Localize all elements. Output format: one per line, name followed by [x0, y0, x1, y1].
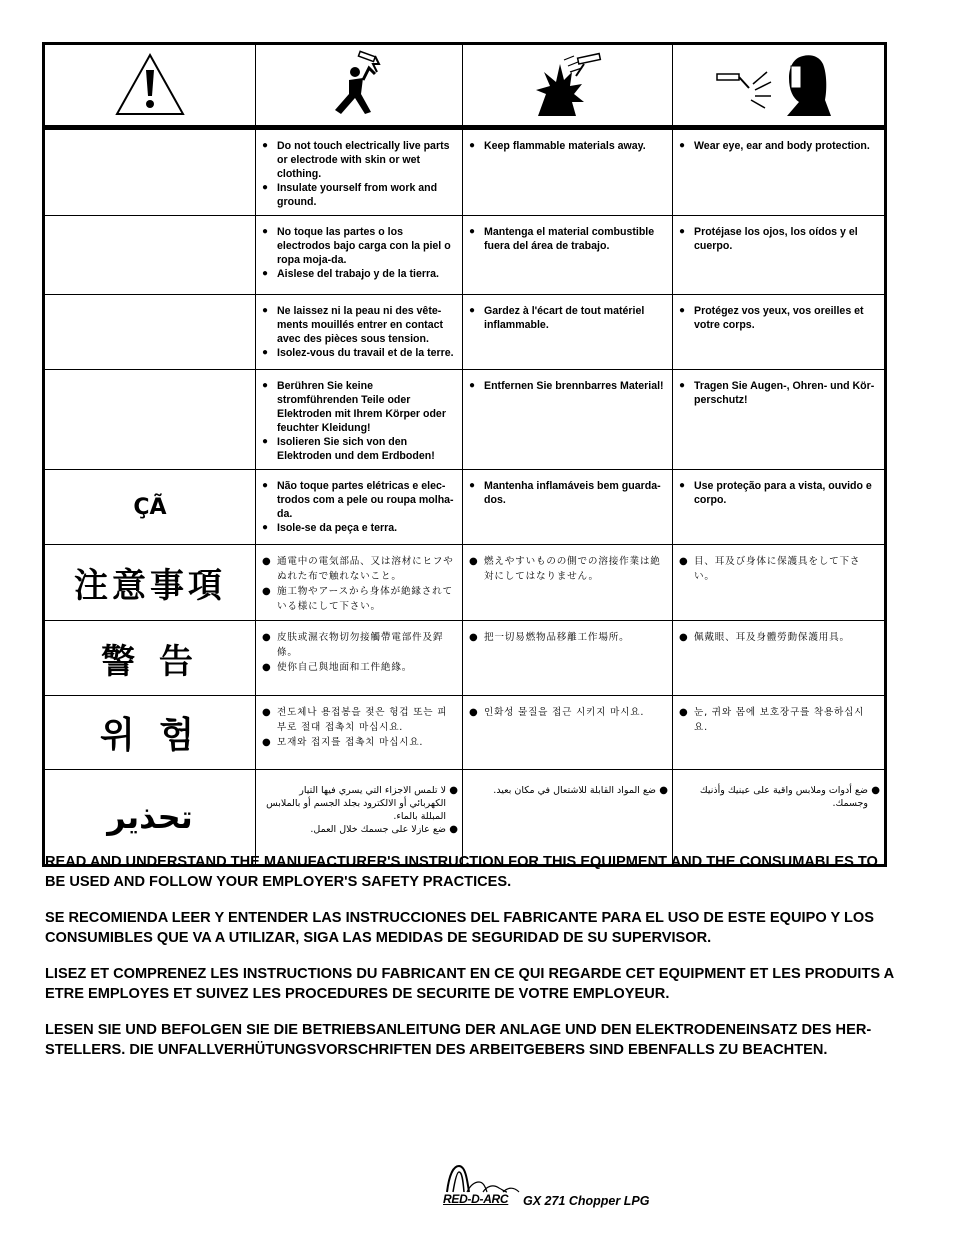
list-item: ● Berühren Sie keine stromführenden Teile oder Elektroden mit Ihrem Körper oder feuchter Kleidung! [262, 379, 454, 435]
warning-triangle-icon [114, 52, 186, 118]
rays-fr [673, 295, 886, 370]
list-item: ● Gardez à l'écart de tout matériel inflammable. [469, 304, 664, 332]
list-item: ● Protégez vos yeux, vos oreilles et votre corps. [679, 304, 876, 332]
shock-ja [256, 545, 463, 621]
list-item: ● ضع المواد القابلة للاشتعال في مكان بعيد. [471, 784, 668, 797]
list-item: ● ضع أدوات وملابس واقية على عينيك وأذنيك وجسمك. [681, 784, 880, 810]
lang-pt: ÇÃ [44, 470, 256, 545]
list-item: ● Protéjase los ojos, los oídos y el cuerpo. [679, 225, 876, 253]
safety-warning-table [42, 42, 887, 867]
list-item: ● لا تلمس الاجزاء التي يسري فيها التيار الكهربائي أو الالكترود بجلد الجسم أو بالملابس المبللة بالماء. [264, 784, 458, 823]
list-item: ● 모재와 접지를 접촉치 마십시요. [262, 735, 454, 750]
lang-fr [44, 295, 256, 370]
shock-cell [256, 44, 463, 128]
list-item: ● ضع عازلا على جسمك خلال العمل. [264, 823, 458, 836]
row-zh [44, 621, 886, 696]
list-item: ● 燃えやすいものの側での溶接作業は絶対にしてはなりません。 [469, 554, 664, 584]
note-en: READ AND UNDERSTAND THE MANUFACTURER'S INSTRUCTION FOR THIS EQUIPMENT AND THE CONSUMABLES TO BE USED AND FOLLOW YOUR EMPLOYER'S SAFETY PRACTICES. [45, 854, 878, 890]
shock-zh [256, 621, 463, 696]
list-item: ● No toque las partes o los electrodos bajo carga con la piel o ropa moja-da. [262, 225, 454, 267]
list-item: ● Keep flammable materials away. [469, 139, 664, 153]
safety-notes [45, 852, 895, 1076]
list-item: ● 把一切易燃物品移離工作場所。 [469, 630, 664, 645]
list-item: ● Mantenha inflamáveis bem guarda-dos. [469, 479, 664, 507]
lang-ar: تحذير [44, 770, 256, 866]
list-item: ● Wear eye, ear and body protection. [679, 139, 876, 153]
rays-zh [673, 621, 886, 696]
list-item: ● Isole-se da peça e terra. [262, 521, 454, 535]
row-de [44, 370, 886, 470]
rays-de [673, 370, 886, 470]
page-footer [443, 1162, 683, 1212]
lang-en [44, 128, 256, 216]
list-item: ● 施工物やアースから身体が絶縁されている様にして下さい。 [262, 584, 454, 614]
list-item: ● 皮肤或濕衣物切勿接觸帶電部件及銲條。 [262, 630, 454, 660]
list-item: ● Tragen Sie Augen-, Ohren- und Kör-perschutz! [679, 379, 876, 407]
shock-de [256, 370, 463, 470]
note-es: SE RECOMIENDA LEER Y ENTENDER LAS INSTRUCCIONES DEL FABRICANTE PARA EL USO DE ESTE EQUIPO Y LOS CONSUMIBLES QUE VA A UTILIZAR, SIGA LAS MEDIDAS DE SEGURIDAD DE SU SUPERVISOR. [45, 910, 874, 946]
shock-pt [256, 470, 463, 545]
fire-en [463, 128, 673, 216]
note-de: LESEN SIE UND BEFOLGEN SIE DIE BETRIEBSANLEITUNG DER ANLAGE UND DEN ELEKTRODENEINSATZ DES HER-STELLERS. DIE UNFALLVERHÜTUNGSVORSCHRIFTEN DES ARBEITGEBERS SIND EBENFALLS ZU BEACHTEN. [45, 1022, 872, 1058]
list-item: ● Isolez-vous du travail et de la terre. [262, 346, 454, 360]
row-es [44, 216, 886, 295]
list-item: ● Do not touch electrically live parts or electrode with skin or wet clothing. [262, 139, 454, 181]
rays-ja [673, 545, 886, 621]
rays-ko [673, 696, 886, 770]
row-ja [44, 545, 886, 621]
rays-es [673, 216, 886, 295]
lang-de [44, 370, 256, 470]
list-item: ● 인화성 물질을 접근 시키지 마시요. [469, 705, 664, 720]
icon-row [44, 44, 886, 128]
fire-explosion-icon [528, 50, 608, 120]
rays-cell [673, 44, 886, 128]
electric-shock-icon [319, 50, 399, 120]
row-en [44, 128, 886, 216]
list-item: ● Entfernen Sie brennbarres Material! [469, 379, 664, 393]
arc-rays-protection-icon [709, 50, 849, 120]
fire-pt [463, 470, 673, 545]
list-item: ● Ne laissez ni la peau ni des vête-ments mouillés entrer en contact avec des pièces sous tension. [262, 304, 454, 346]
lang-zh: 警 告 [44, 621, 256, 696]
fire-es [463, 216, 673, 295]
list-item: ● 目、耳及び身体に保護具をして下さい。 [679, 554, 876, 584]
shock-fr [256, 295, 463, 370]
red-d-arc-logo-icon [443, 1162, 523, 1194]
list-item: ● 전도체나 용접봉을 젖은 헝겁 또는 피부로 절대 접촉치 마십시요. [262, 705, 454, 735]
list-item: ● Use proteção para a vista, ouvido e corpo. [679, 479, 876, 507]
model-name: GX 271 Chopper LPG [523, 1194, 650, 1208]
row-pt [44, 470, 886, 545]
lang-es [44, 216, 256, 295]
list-item: ● Mantenga el material combustible fuera del área de trabajo. [469, 225, 664, 253]
rays-pt [673, 470, 886, 545]
lang-ko: 위 험 [44, 696, 256, 770]
fire-de [463, 370, 673, 470]
list-item: ● 佩戴眼、耳及身體勞動保護用具。 [679, 630, 876, 645]
list-item: ● 使你自己與地面和工件絶緣。 [262, 660, 454, 675]
list-item: ● Insulate yourself from work and ground. [262, 181, 454, 209]
note-fr: LISEZ ET COMPRENEZ LES INSTRUCTIONS DU FABRICANT EN CE QUI REGARDE CET EQUIPMENT ET LES PRODUITS A ETRE EMPLOYES ET SUIVEZ LES PROCEDURES DE SECURITE DE VOTRE EMPLOYEUR. [45, 966, 894, 1002]
rays-en [673, 128, 886, 216]
shock-es [256, 216, 463, 295]
list-item: ● 눈, 귀와 몸에 보호장구를 착용하십시요. [679, 705, 876, 735]
fire-fr [463, 295, 673, 370]
fire-ja [463, 545, 673, 621]
fire-zh [463, 621, 673, 696]
list-item: ● Isolieren Sie sich von den Elektroden und dem Erdboden! [262, 435, 454, 463]
fire-cell [463, 44, 673, 128]
shock-ko [256, 696, 463, 770]
row-ko [44, 696, 886, 770]
list-item: ● Não toque partes elétricas e elec-trodos com a pele ou roupa molha-da. [262, 479, 454, 521]
lang-ja: 注意事項 [44, 545, 256, 621]
list-item: ● Aislese del trabajo y de la tierra. [262, 267, 454, 281]
list-item: ● 通電中の電気部品、又は溶材にヒフやぬれた布で触れないこと。 [262, 554, 454, 584]
row-fr [44, 295, 886, 370]
shock-en [256, 128, 463, 216]
brand-name: RED-D-ARC [443, 1192, 509, 1206]
warning-cell [44, 44, 256, 128]
fire-ko [463, 696, 673, 770]
